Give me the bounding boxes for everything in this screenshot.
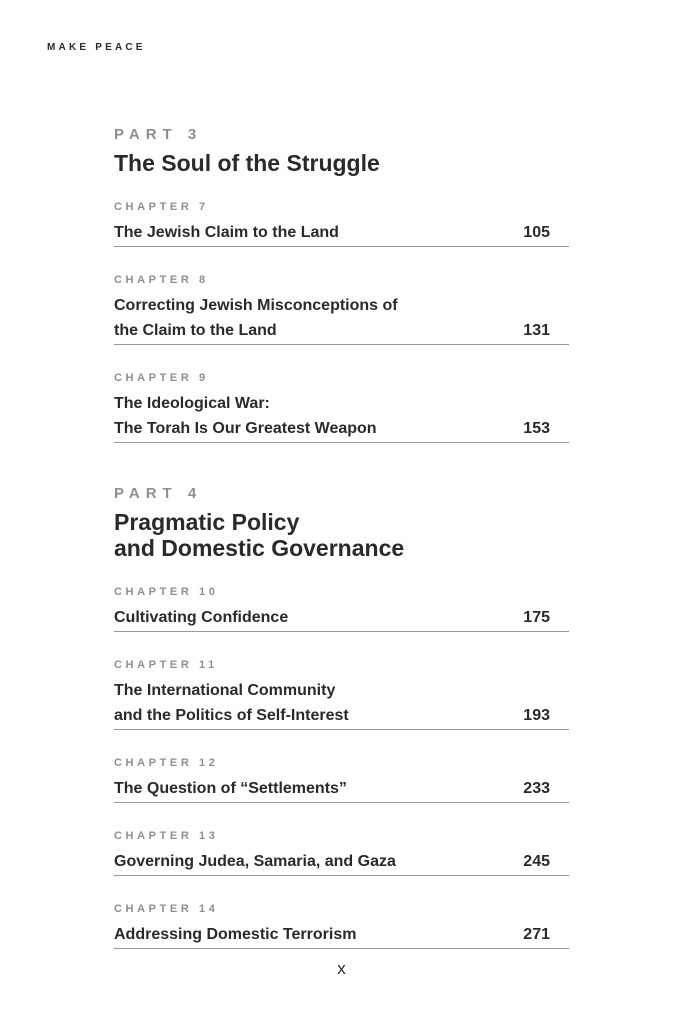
chapter-title [114,293,398,343]
chapter-7-entry[interactable] [114,200,569,247]
chapter-page-number: 271 [523,926,550,943]
chapter-label: CHAPTER 9 [114,372,209,384]
chapter-title-line: Correcting Jewish Misconceptions of [114,297,398,314]
table-of-contents [114,126,569,949]
chapter-title [114,220,339,245]
chapter-label: CHAPTER 7 [114,201,209,213]
chapter-page-number: 153 [523,420,550,437]
chapter-11-entry[interactable] [114,658,569,730]
running-head: MAKE PEACE [47,42,146,53]
chapter-9-entry[interactable] [114,371,569,443]
chapter-page-number: 175 [523,609,550,626]
part-title [114,509,569,561]
chapter-title [114,776,347,801]
chapter-title-line: The Jewish Claim to the Land [114,224,339,241]
page-folio: x [337,959,346,978]
chapter-10-entry[interactable] [114,585,569,632]
chapter-title-line: The International Community [114,682,336,699]
chapter-row [114,391,569,443]
part-4-section [114,485,569,949]
chapter-title [114,678,349,728]
chapter-label: CHAPTER 12 [114,757,219,769]
part-3-section [114,126,569,443]
chapter-row [114,220,569,247]
chapter-page-number: 105 [523,224,550,241]
chapter-row [114,776,569,803]
chapter-title [114,922,356,947]
chapter-row [114,293,569,345]
chapter-title-line: The Question of “Settlements” [114,780,347,797]
chapter-label: CHAPTER 14 [114,903,219,915]
chapter-label: CHAPTER 11 [114,659,218,671]
part-label: PART 3 [114,126,203,143]
chapter-label: CHAPTER 8 [114,274,209,286]
part-title-line: The Soul of the Struggle [114,150,380,176]
chapter-label: CHAPTER 13 [114,830,219,842]
chapter-page-number: 245 [523,853,550,870]
chapter-label: CHAPTER 10 [114,586,219,598]
chapter-title-line: and the Politics of Self-Interest [114,707,349,724]
chapter-8-entry[interactable] [114,273,569,345]
part-title-line: Pragmatic Policy [114,509,300,535]
chapter-title-line: The Ideological War: [114,395,270,412]
chapter-title-line: the Claim to the Land [114,322,277,339]
chapter-title [114,391,377,441]
chapter-14-entry[interactable] [114,902,569,949]
chapter-row [114,678,569,730]
chapter-title-line: Addressing Domestic Terrorism [114,926,357,943]
part-label: PART 4 [114,485,203,502]
chapter-title-line: Cultivating Confidence [114,609,289,626]
chapter-row [114,605,569,632]
chapter-12-entry[interactable] [114,756,569,803]
chapter-title [114,605,288,630]
chapter-title-line: Governing Judea, Samaria, and Gaza [114,853,396,870]
part-title [114,150,569,176]
chapter-row [114,849,569,876]
chapter-title [114,849,396,874]
chapter-13-entry[interactable] [114,829,569,876]
chapter-title-line: The Torah Is Our Greatest Weapon [114,420,377,437]
chapter-row [114,922,569,949]
chapter-page-number: 193 [523,707,550,724]
part-title-line: and Domestic Governance [114,535,405,561]
chapter-page-number: 131 [523,322,550,339]
chapter-page-number: 233 [523,780,550,797]
